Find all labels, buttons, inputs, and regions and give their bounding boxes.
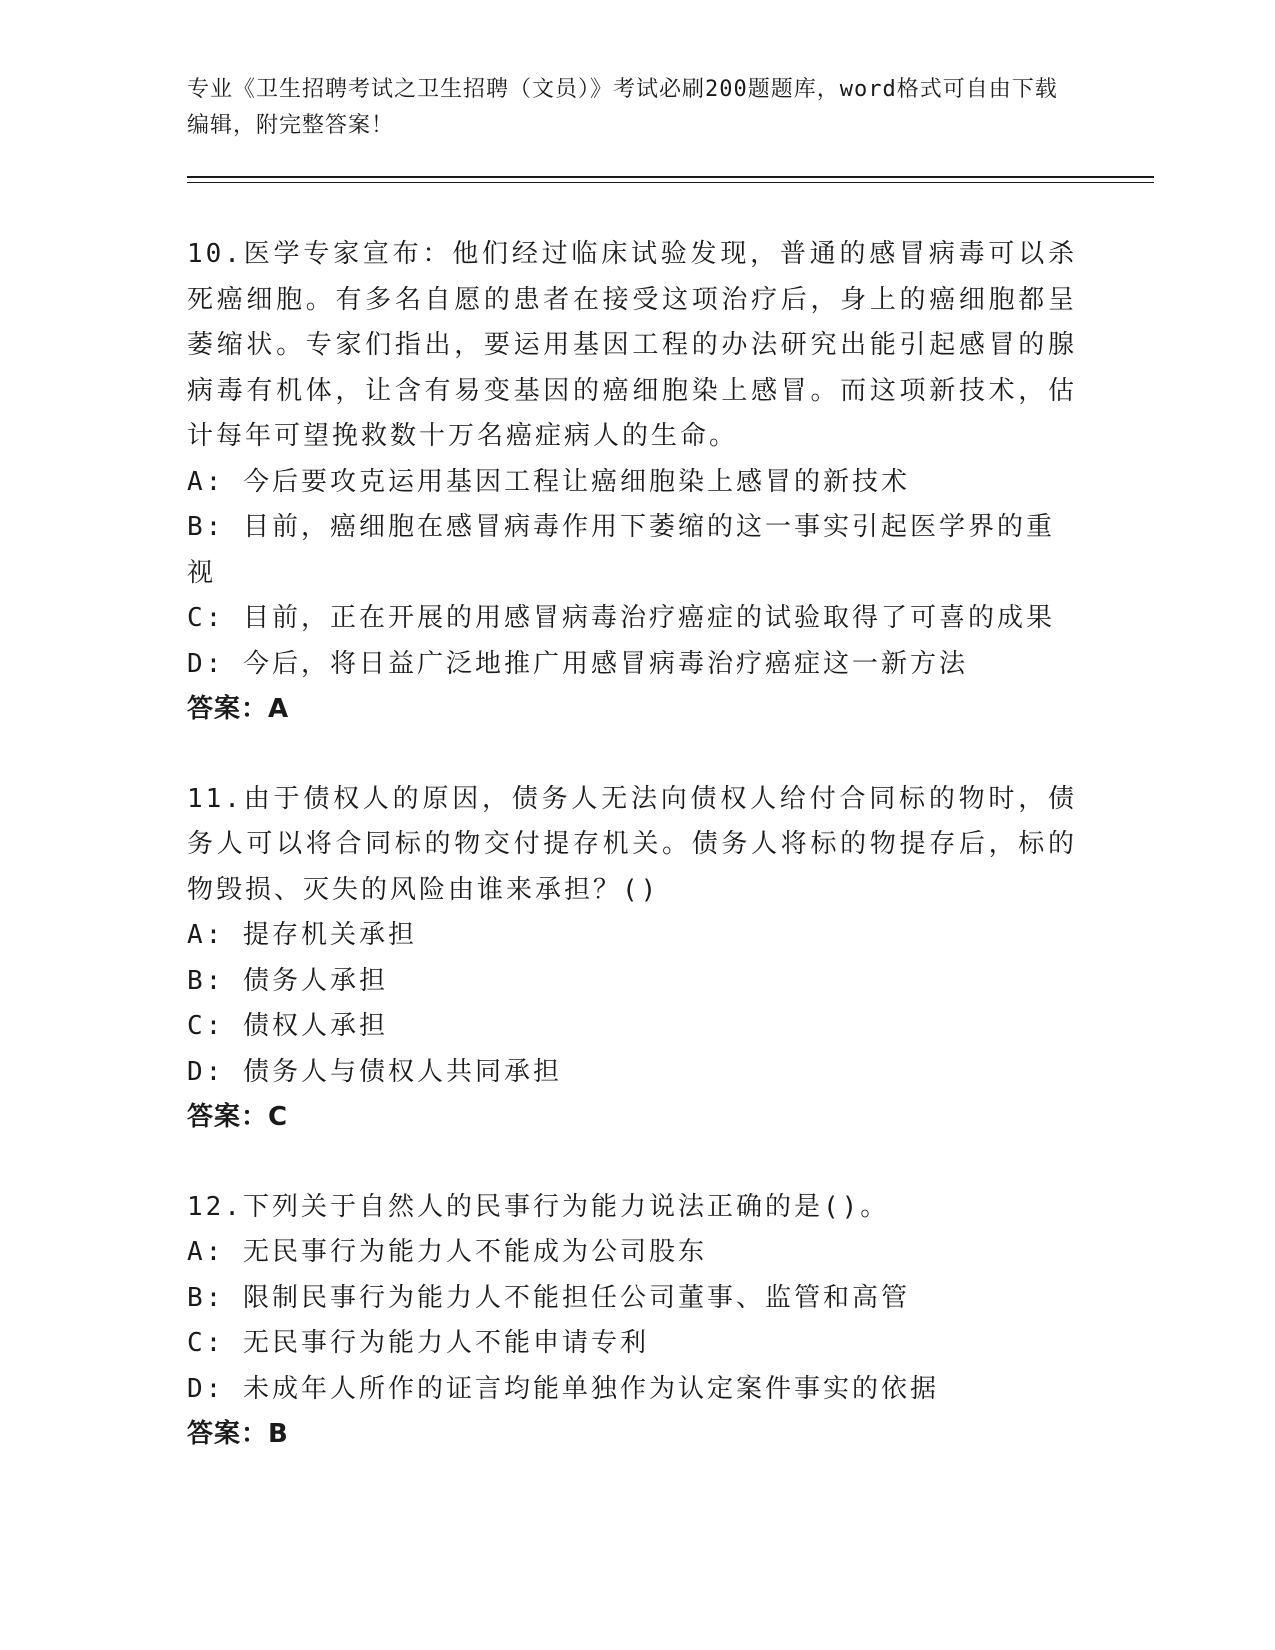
question-11 [187, 777, 1077, 1141]
question-12 [187, 1185, 1077, 1458]
option-a: A: 提存机关承担 [187, 920, 417, 950]
answer: 答案：B [187, 1419, 289, 1449]
document-header: 专业《卫生招聘考试之卫生招聘（文员）》考试必刷200题题库，word格式可自由下载编辑，附完整答案！ [187, 77, 1058, 138]
option-d: D: 债务人与债权人共同承担 [187, 1056, 562, 1087]
header-divider-thick [187, 176, 1154, 178]
option-c: C: 无民事行为能力人不能申请专利 [187, 1328, 649, 1358]
question-text: 10.医学专家宣布：他们经过临床试验发现，普通的感冒病毒可以杀死癌细胞。有多名自愿的患者在接受这项治疗后，身上的癌细胞都呈萎缩状。专家们指出，要运用基因工程的办法研究出能引起感冒的腺病毒有机体，让含有易变基因的癌细胞染上感冒。而这项新技术，估计每年可望挽救数十万名癌症病人的生命。 [187, 239, 1077, 451]
option-d: D: 今后，将日益广泛地推广用感冒病毒治疗癌症这一新方法 [187, 648, 968, 679]
answer: 答案：A [187, 694, 290, 724]
question-text: 11.由于债权人的原因，债务人无法向债权人给付合同标的物时，债务人可以将合同标的物交付提存机关。债务人将标的物提存后，标的物毁损、灭失的风险由谁来承担？() [187, 783, 1077, 905]
answer: 答案：C [187, 1102, 289, 1132]
header-divider-thin [187, 182, 1154, 183]
question-10 [187, 232, 1077, 733]
option-d: D: 未成年人所作的证言均能单独作为认定案件事实的依据 [187, 1373, 939, 1404]
question-list [187, 232, 1077, 1502]
option-c: C: 债权人承担 [187, 1011, 388, 1041]
question-text: 12.下列关于自然人的民事行为能力说法正确的是()。 [187, 1191, 890, 1222]
option-b: B: 债务人承担 [187, 965, 388, 996]
option-a: A: 无民事行为能力人不能成为公司股东 [187, 1237, 707, 1267]
option-b: B: 目前，癌细胞在感冒病毒作用下萎缩的这一事实引起医学界的重视 [187, 512, 1055, 588]
option-b: B: 限制民事行为能力人不能担任公司董事、监管和高管 [187, 1282, 910, 1313]
option-c: C: 目前，正在开展的用感冒病毒治疗癌症的试验取得了可喜的成果 [187, 603, 1055, 633]
option-a: A: 今后要攻克运用基因工程让癌细胞染上感冒的新技术 [187, 466, 910, 497]
